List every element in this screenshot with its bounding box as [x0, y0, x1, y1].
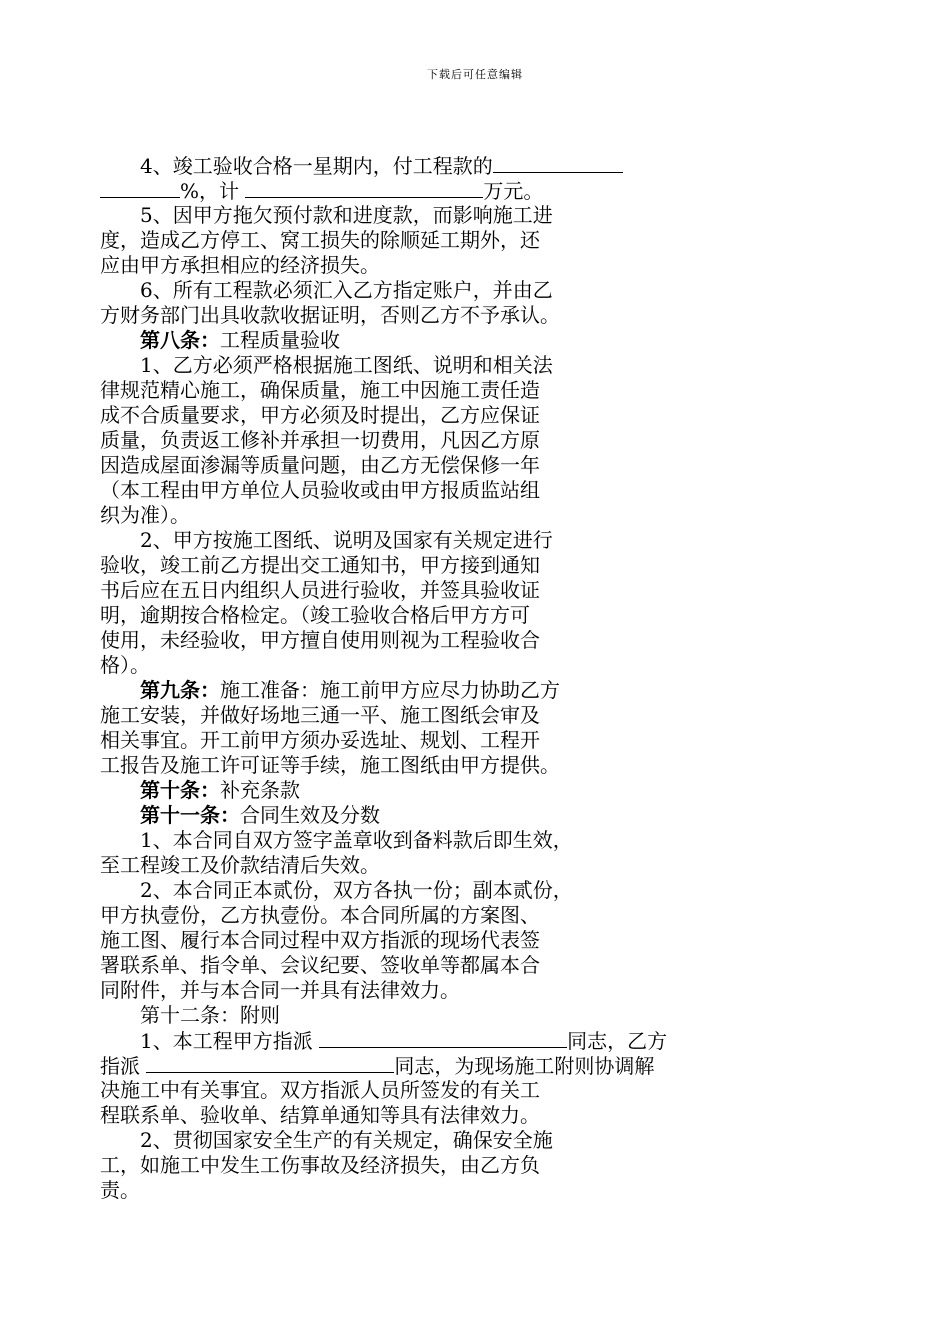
text-line: [100, 203, 870, 228]
text-line: [100, 603, 870, 628]
text-segment: 律规范精心施工，确保质量，施工中因施工责任造: [100, 378, 540, 402]
text-line: [100, 153, 870, 178]
text-line: [100, 303, 870, 328]
text-line: [100, 253, 870, 278]
text-line: [100, 478, 870, 503]
text-line: [100, 428, 870, 453]
text-line: [100, 953, 870, 978]
text-segment: 补充条款: [220, 778, 300, 802]
text-segment: 明，逾期按合格检定。（竣工验收合格后甲方方可: [100, 603, 530, 627]
text-segment: 度，造成乙方停工、窝工损失的除顺延工期外，还: [100, 228, 540, 252]
text-segment: 方财务部门出具收款收据证明，否则乙方不予承认。: [100, 303, 560, 327]
article-heading: 第十条：: [100, 778, 220, 802]
text-line: [100, 928, 870, 953]
blank-underline: [100, 178, 180, 198]
text-line: [100, 403, 870, 428]
text-segment: 书后应在五日内组织人员进行验收，并签具验收证: [100, 578, 540, 602]
text-segment: 应由甲方承担相应的经济损失。: [100, 253, 380, 277]
text-segment: 万元。: [483, 179, 544, 203]
text-line: [100, 678, 870, 703]
text-line: [100, 1178, 870, 1203]
text-line: [100, 978, 870, 1003]
text-line: [100, 728, 870, 753]
text-segment: 4、竣工验收合格一星期内，付工程款的: [100, 154, 493, 178]
text-line: [100, 553, 870, 578]
text-line: [100, 1028, 870, 1053]
text-segment: 成不合质量要求，甲方必须及时提出，乙方应保证: [100, 403, 540, 427]
text-segment: 工程质量验收: [220, 328, 340, 352]
blank-underline: [245, 178, 483, 198]
article-heading: 第九条：: [100, 678, 220, 702]
article-heading: 第十一条：: [100, 803, 240, 827]
text-segment: 程联系单、验收单、结算单通知等具有法律效力。: [100, 1103, 540, 1127]
text-segment: 施工图、履行本合同过程中双方指派的现场代表签: [100, 928, 540, 952]
text-segment: 2、本合同正本贰份，双方各执一份；副本贰份，: [100, 878, 573, 902]
text-segment: 因造成屋面渗漏等质量问题，由乙方无偿保修一年: [100, 453, 540, 477]
text-line: [100, 1153, 870, 1178]
text-line: [100, 1053, 870, 1078]
text-line: [100, 1128, 870, 1153]
text-line: [100, 528, 870, 553]
text-line: [100, 378, 870, 403]
text-segment: 使用，未经验收，甲方擅自使用则视为工程验收合: [100, 628, 540, 652]
text-segment: 2、甲方按施工图纸、说明及国家有关规定进行: [100, 528, 553, 552]
text-segment: 相关事宜。开工前甲方须办妥选址、规划、工程开: [100, 728, 540, 752]
text-segment: 验收，竣工前乙方提出交工通知书，甲方接到通知: [100, 553, 540, 577]
text-segment: 1、乙方必须严格根据施工图纸、说明和相关法: [100, 353, 553, 377]
blank-underline: [146, 1053, 394, 1073]
text-segment: 格）。: [100, 653, 150, 677]
text-segment: 署联系单、指令单、会议纪要、签收单等都属本合: [100, 953, 540, 977]
text-segment: 施工准备：施工前甲方应尽力协助乙方: [220, 678, 560, 702]
text-line: [100, 228, 870, 253]
text-line: [100, 353, 870, 378]
text-line: [100, 1103, 870, 1128]
text-segment: 质量，负责返工修补并承担一切费用，凡因乙方原: [100, 428, 540, 452]
text-segment: 同志，乙方: [567, 1029, 668, 1053]
text-segment: 1、本工程甲方指派: [100, 1029, 320, 1053]
text-line: [100, 628, 870, 653]
text-segment: 织为准）。: [100, 503, 190, 527]
blank-underline: [319, 1028, 567, 1048]
text-line: [100, 853, 870, 878]
page-header: 下载后可任意编辑: [427, 68, 523, 81]
text-segment: 6、所有工程款必须汇入乙方指定账户，并由乙: [100, 278, 553, 302]
text-segment: 第十二条：附则: [100, 1003, 280, 1027]
text-line: [100, 1078, 870, 1103]
text-line: [100, 653, 870, 678]
text-line: [100, 278, 870, 303]
text-segment: （本工程由甲方单位人员验收或由甲方报质监站组: [100, 478, 540, 502]
text-line: [100, 803, 870, 828]
text-line: [100, 453, 870, 478]
text-line: [100, 878, 870, 903]
text-segment: %，计: [180, 179, 246, 203]
blank-underline: [493, 153, 623, 173]
article-heading: 第八条：: [100, 328, 220, 352]
text-line: [100, 328, 870, 353]
text-segment: 工报告及施工许可证等手续，施工图纸由甲方提供。: [100, 753, 560, 777]
text-line: [100, 503, 870, 528]
text-segment: 甲方执壹份，乙方执壹份。本合同所属的方案图、: [100, 903, 540, 927]
text-line: [100, 703, 870, 728]
text-segment: 责。: [100, 1178, 140, 1202]
text-line: [100, 578, 870, 603]
text-line: [100, 178, 870, 203]
text-segment: 工，如施工中发生工伤事故及经济损失，由乙方负: [100, 1153, 540, 1177]
text-line: [100, 903, 870, 928]
text-segment: 至工程竣工及价款结清后失效。: [100, 853, 380, 877]
text-segment: 决施工中有关事宜。双方指派人员所签发的有关工: [100, 1078, 540, 1102]
text-line: [100, 828, 870, 853]
text-segment: 同附件，并与本合同一并具有法律效力。: [100, 978, 460, 1002]
text-line: [100, 1003, 870, 1028]
text-segment: 同志，为现场施工附则协调解: [394, 1054, 655, 1078]
text-segment: 2、贯彻国家安全生产的有关规定，确保安全施: [100, 1128, 553, 1152]
text-segment: 施工安装，并做好场地三通一平、施工图纸会审及: [100, 703, 540, 727]
text-segment: 5、因甲方拖欠预付款和进度款，而影响施工进: [100, 203, 553, 227]
text-segment: 合同生效及分数: [240, 803, 380, 827]
text-segment: 指派: [100, 1054, 147, 1078]
text-segment: 1、本合同自双方签字盖章收到备料款后即生效，: [100, 828, 573, 852]
text-line: [100, 753, 870, 778]
text-line: [100, 778, 870, 803]
